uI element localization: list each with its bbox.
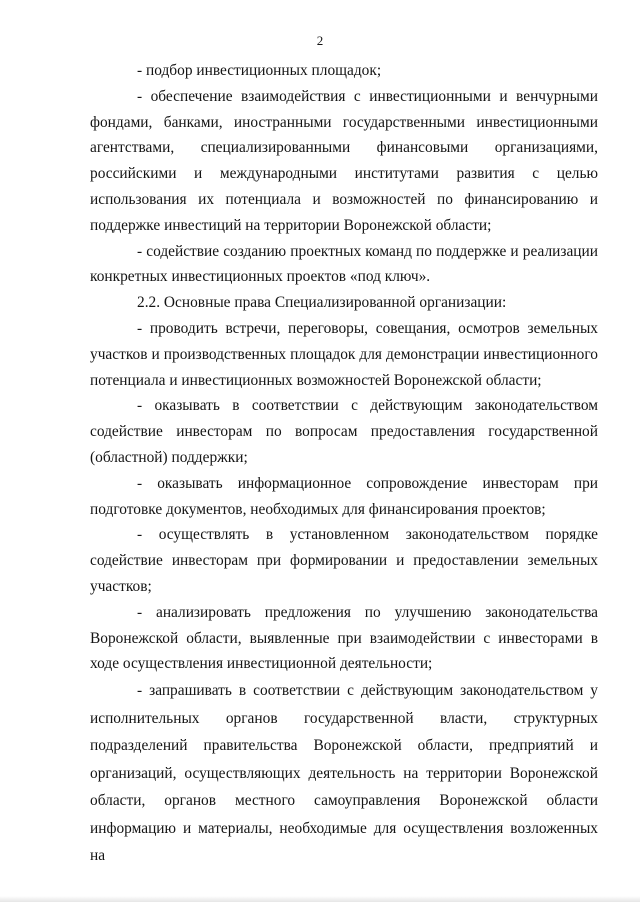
paragraph-land-plots: - осуществлять в установленном законодательством порядке содействие инвесторам при формировании и предоставлении земельных участков; <box>90 526 598 595</box>
paragraph-state-support: - оказывать в соответствии с действующим законодательством содействие инвесторам по вопросам предоставления государственной (областной) поддержки; <box>90 397 598 466</box>
document-body <box>90 58 598 870</box>
paragraph-meetings: - проводить встречи, переговоры, совещания, осмотров земельных участков и производственных площадок для демонстрации инвестиционного потенциала и инвестиционных возможностей Воронежской области; <box>90 319 598 389</box>
paragraph-info-support: - оказывать информационное сопровождение инвесторам при подготовке документов, необходимых для финансирования проектов; <box>90 474 598 518</box>
page-number: 2 <box>316 33 324 48</box>
paragraph-project-teams: - содействие созданию проектных команд по поддержке и реализации конкретных инвестиционных проектов «под ключ». <box>90 242 598 286</box>
paragraph-investment-sites: - подбор инвестиционных площадок; <box>137 62 382 79</box>
page-bottom-edge <box>0 896 640 902</box>
section-heading-rights: 2.2. Основные права Специализированной организации: <box>137 294 507 312</box>
paragraph-fund-interaction: - обеспечение взаимодействия с инвестиционными и венчурными фондами, банками, иностранными государственными инвестиционными агентствами, специализированными финансовыми организациями, российскими и международными институтами развития с целью использования их потенциала и возможностей по финансированию и поддержке инвестиций на территории Воронежской области; <box>90 87 598 234</box>
paragraph-legislation-analysis: - анализировать предложения по улучшению законодательства Воронежской области, выявленные при взаимодействии с инвесторами в ходе осуществления инвестиционной деятельности; <box>90 603 598 673</box>
paragraph-information-requests: - запрашивать в соответствии с действующим законодательством у исполнительных органов государственной власти, структурных подразделений правительства Воронежской области, предприятий и организаций, осуществляющих деятельность на территории Воронежской области, органов местного самоуправления Воронежской области информацию и материалы, необходимые для осуществления возложенных на <box>90 682 598 865</box>
